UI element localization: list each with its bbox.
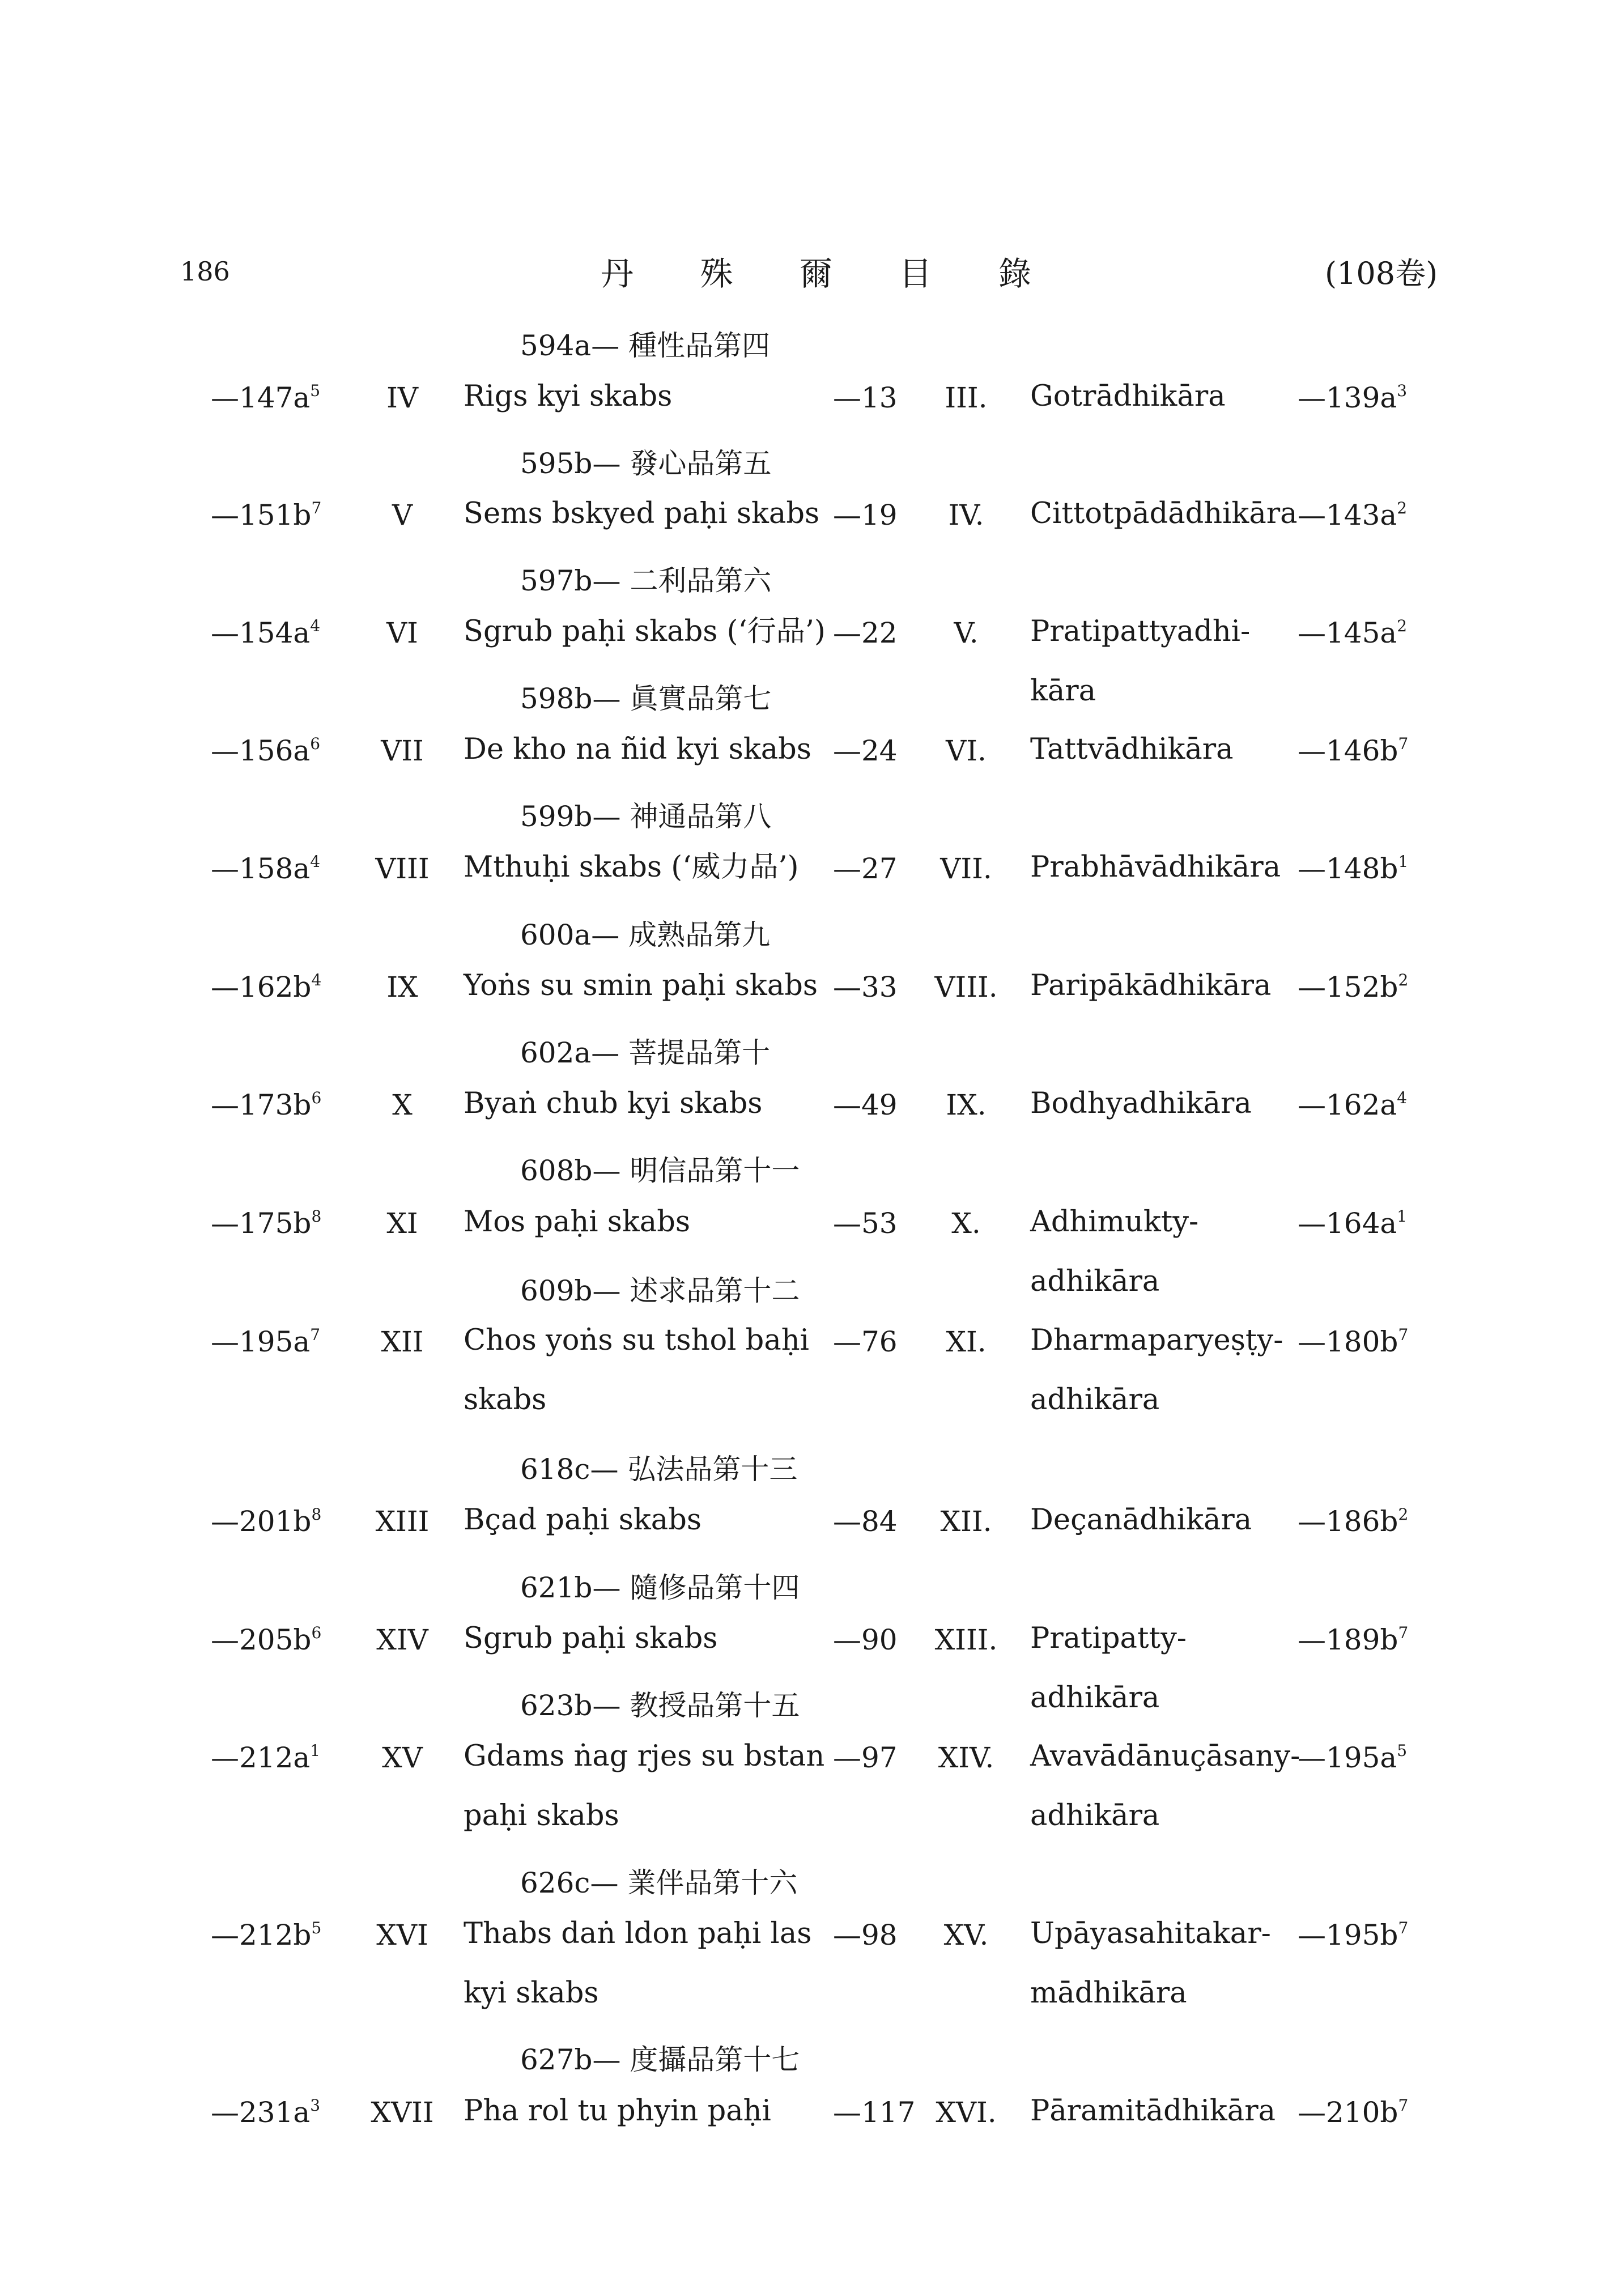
sanskrit-chapter-number: XV. xyxy=(943,1919,989,1951)
sanskrit-folio: $—189b^7$ xyxy=(1298,1623,1409,1656)
edition-page: —117 xyxy=(833,2096,916,2129)
tibetan-folio: $—156a^6$ xyxy=(211,734,321,767)
tibetan-chapter-title: Rigs kyi skabs xyxy=(464,380,673,413)
tibetan-folio-line: 7 xyxy=(310,1325,321,1344)
sanskrit-chapter-title: Bodhyadhikāra xyxy=(1030,1087,1252,1120)
chinese-chapter-ref: 621b— 隨修品第十四 xyxy=(520,1571,800,1604)
tibetan-chapter-number: XVII xyxy=(371,2096,434,2129)
tibetan-chapter-number: XII xyxy=(381,1325,424,1358)
chinese-chapter-ref: 623b— 教授品第十五 xyxy=(520,1689,800,1722)
tibetan-chapter-title: De kho na ñid kyi skabs xyxy=(464,733,811,766)
sanskrit-chapter-title: Prabhāvādhikāra xyxy=(1030,851,1281,884)
tibetan-chapter-title: Bçad paḥi skabs xyxy=(464,1503,702,1537)
page-number: 186 xyxy=(180,256,230,287)
chinese-chapter-ref: 609b— 述求品第十二 xyxy=(520,1274,800,1307)
tibetan-chapter-title: Yoṅs su smin paḥi skabs xyxy=(464,969,818,1002)
sanskrit-folio-line: 7 xyxy=(1398,1325,1409,1344)
tibetan-chapter-number: X xyxy=(392,1089,413,1121)
sanskrit-folio-line: 1 xyxy=(1398,852,1409,871)
chinese-chapter-ref: 626c— 業伴品第十六 xyxy=(520,1866,798,1899)
edition-page: —49 xyxy=(833,1089,898,1121)
tibetan-folio: $—158a^4$ xyxy=(211,852,321,885)
sanskrit-chapter-title: Upāyasahitakar-mādhikāra xyxy=(1030,1917,1271,2010)
tibetan-chapter-title: Mthuḥi skabs (‘威力品’) xyxy=(464,851,799,884)
chinese-chapter-ref: 602a— 菩提品第十 xyxy=(520,1036,771,1069)
sanskrit-chapter-number: XVI. xyxy=(936,2096,997,2129)
edition-page: —84 xyxy=(833,1505,898,1538)
sanskrit-folio: $—210b^7$ xyxy=(1298,2096,1409,2129)
title-char: 錄 xyxy=(998,254,1031,293)
tibetan-folio: $—195a^7$ xyxy=(211,1325,321,1358)
sanskrit-folio: $—186b^2$ xyxy=(1298,1505,1409,1538)
sanskrit-chapter-number: III. xyxy=(945,381,988,414)
edition-page: —98 xyxy=(833,1919,898,1951)
tibetan-folio: $—175b^8$ xyxy=(211,1207,322,1240)
chinese-chapter-ref: 608b— 明信品第十一 xyxy=(520,1154,800,1187)
sanskrit-chapter-title: Dharmaparyeṣṭy-adhikāra xyxy=(1030,1324,1283,1417)
sanskrit-folio: $—180b^7$ xyxy=(1298,1325,1409,1358)
sanskrit-folio-line: 3 xyxy=(1397,381,1408,400)
sanskrit-chapter-title: Paripākādhikāra xyxy=(1030,969,1272,1002)
sanskrit-chapter-title: Pratipattyadhi-kāra xyxy=(1030,615,1251,708)
sanskrit-folio-line: 5 xyxy=(1397,1741,1408,1760)
tibetan-chapter-title: Sgrub paḥi skabs xyxy=(464,1622,718,1655)
sanskrit-chapter-title: Tattvādhikāra xyxy=(1030,733,1234,766)
tibetan-chapter-number: XIII xyxy=(375,1505,430,1538)
sanskrit-chapter-number: VIII. xyxy=(934,971,998,1004)
tibetan-chapter-title: Thabs daṅ ldon paḥi las kyi skabs xyxy=(464,1917,812,2010)
chinese-chapter-ref: 600a— 成熟品第九 xyxy=(520,919,771,951)
tibetan-chapter-number: VII xyxy=(381,734,424,767)
tibetan-folio-line: 4 xyxy=(310,616,321,635)
sanskrit-chapter-title: Gotrādhikāra xyxy=(1030,380,1226,413)
sanskrit-chapter-number: X. xyxy=(951,1207,981,1240)
sanskrit-chapter-title: Avavādānuçāsany-adhikāra xyxy=(1030,1740,1300,1832)
chinese-chapter-ref: 594a— 種性品第四 xyxy=(520,329,771,362)
chinese-chapter-ref: 595b— 發心品第五 xyxy=(520,447,772,480)
sanskrit-folio-line: 2 xyxy=(1397,616,1408,635)
edition-page: —27 xyxy=(833,852,898,885)
tibetan-folio-line: 3 xyxy=(310,2096,321,2115)
tibetan-folio: $—162b^4$ xyxy=(211,971,322,1004)
tibetan-folio: $—231a^3$ xyxy=(211,2096,321,2129)
tibetan-chapter-title: Byaṅ chub kyi skabs xyxy=(464,1087,763,1120)
tibetan-folio: $—201b^8$ xyxy=(211,1505,322,1538)
tibetan-chapter-number: VIII xyxy=(375,852,430,885)
sanskrit-chapter-number: V. xyxy=(954,616,979,649)
tibetan-folio-line: 6 xyxy=(310,734,321,753)
tibetan-chapter-title: Mos paḥi skabs xyxy=(464,1205,691,1239)
tibetan-folio-line: 4 xyxy=(310,852,321,871)
tibetan-folio-line: 8 xyxy=(311,1505,322,1524)
chinese-chapter-ref: 627b— 度攝品第十七 xyxy=(520,2043,800,2076)
tibetan-folio-line: 1 xyxy=(310,1741,321,1760)
sanskrit-folio: $—152b^2$ xyxy=(1298,971,1409,1004)
sanskrit-chapter-title: Pratipatty-adhikāra xyxy=(1030,1622,1187,1715)
edition-page: —22 xyxy=(833,616,898,649)
title-char: 丹 xyxy=(601,254,634,293)
sanskrit-folio: $—143a^2$ xyxy=(1298,499,1408,532)
title-char: 殊 xyxy=(700,254,733,293)
sanskrit-chapter-number: IV. xyxy=(948,499,984,532)
sanskrit-folio: $—145a^2$ xyxy=(1298,616,1408,649)
sanskrit-chapter-title: Deçanādhikāra xyxy=(1030,1503,1252,1537)
sanskrit-folio-line: 2 xyxy=(1398,1505,1409,1524)
sanskrit-folio-line: 7 xyxy=(1398,1623,1409,1642)
tibetan-chapter-title: Gdams ṅag rjes su bstan paḥi skabs xyxy=(464,1740,825,1832)
tibetan-folio: $—151b^7$ xyxy=(211,499,322,532)
sanskrit-chapter-number: VII. xyxy=(940,852,992,885)
sanskrit-chapter-number: XII. xyxy=(940,1505,992,1538)
tibetan-chapter-number: XV xyxy=(382,1741,423,1774)
page-title xyxy=(601,247,1031,295)
sanskrit-folio: $—162a^4$ xyxy=(1298,1089,1408,1121)
sanskrit-folio-line: 7 xyxy=(1398,734,1409,753)
sanskrit-chapter-number: XIII. xyxy=(934,1623,998,1656)
tibetan-chapter-number: XIV xyxy=(376,1623,428,1656)
edition-page: —24 xyxy=(833,734,898,767)
tibetan-chapter-number: IV xyxy=(386,381,418,414)
sanskrit-folio-line: 2 xyxy=(1397,499,1408,517)
sanskrit-chapter-number: IX. xyxy=(946,1089,987,1121)
chinese-chapter-ref: 598b— 眞實品第七 xyxy=(520,682,772,715)
sanskrit-chapter-title: Pāramitādhikāra xyxy=(1030,2094,1276,2128)
sanskrit-chapter-title: Cittotpādādhikāra xyxy=(1030,497,1298,530)
chinese-chapter-ref: 618c— 弘法品第十三 xyxy=(520,1453,798,1486)
sanskrit-chapter-number: XIV. xyxy=(938,1741,994,1774)
tibetan-chapter-title: Sgrub paḥi skabs (‘行品’) xyxy=(464,615,826,648)
sanskrit-folio-line: 1 xyxy=(1397,1207,1408,1226)
tibetan-chapter-title: Pha rol tu phyin paḥi xyxy=(464,2094,771,2128)
edition-page: —90 xyxy=(833,1623,898,1656)
sanskrit-folio: $—139a^3$ xyxy=(1298,381,1408,414)
sanskrit-folio: $—148b^1$ xyxy=(1298,852,1409,885)
title-char: 目 xyxy=(899,254,932,293)
tibetan-folio-line: 5 xyxy=(310,381,321,400)
sanskrit-chapter-number: XI. xyxy=(946,1325,987,1358)
tibetan-chapter-number: V xyxy=(392,499,413,532)
tibetan-folio: $—173b^6$ xyxy=(211,1089,322,1121)
tibetan-folio-line: 8 xyxy=(311,1207,322,1226)
tibetan-folio-line: 6 xyxy=(311,1089,322,1107)
chinese-chapter-ref: 597b— 二利品第六 xyxy=(520,564,772,597)
tibetan-folio: $—154a^4$ xyxy=(211,616,321,649)
tibetan-chapter-number: VI xyxy=(386,616,418,649)
tibetan-folio-line: 4 xyxy=(311,971,322,989)
edition-page: —97 xyxy=(833,1741,898,1774)
tibetan-chapter-number: XI xyxy=(386,1207,418,1240)
volume-label: (108卷) xyxy=(1325,256,1438,291)
title-char: 爾 xyxy=(799,254,832,293)
edition-page: —53 xyxy=(833,1207,898,1240)
sanskrit-folio-line: 4 xyxy=(1397,1089,1408,1107)
edition-page: —13 xyxy=(833,381,898,414)
edition-page: —33 xyxy=(833,971,898,1004)
sanskrit-folio-line: 7 xyxy=(1398,1919,1409,1937)
tibetan-chapter-title: Sems bskyed paḥi skabs xyxy=(464,497,820,530)
sanskrit-folio: $—195b^7$ xyxy=(1298,1919,1409,1951)
sanskrit-chapter-title: Adhimukty-adhikāra xyxy=(1030,1205,1199,1298)
tibetan-folio-line: 5 xyxy=(311,1919,322,1937)
tibetan-chapter-number: IX xyxy=(386,971,418,1004)
sanskrit-folio-line: 7 xyxy=(1398,2096,1409,2115)
tibetan-folio-line: 6 xyxy=(311,1623,322,1642)
edition-page: —19 xyxy=(833,499,898,532)
sanskrit-folio-line: 2 xyxy=(1398,971,1409,989)
tibetan-chapter-number: XVI xyxy=(376,1919,428,1951)
sanskrit-folio: $—146b^7$ xyxy=(1298,734,1409,767)
sanskrit-chapter-number: VI. xyxy=(946,734,987,767)
tibetan-chapter-title: Chos yoṅs su tshol baḥi skabs xyxy=(464,1324,809,1417)
tibetan-folio: $—147a^5$ xyxy=(211,381,321,414)
edition-page: —76 xyxy=(833,1325,898,1358)
tibetan-folio: $—212b^5$ xyxy=(211,1919,322,1951)
tibetan-folio: $—205b^6$ xyxy=(211,1623,322,1656)
tibetan-folio-line: 7 xyxy=(311,499,322,517)
tibetan-folio: $—212a^1$ xyxy=(211,1741,321,1774)
sanskrit-folio: $—164a^1$ xyxy=(1298,1207,1408,1240)
chinese-chapter-ref: 599b— 神通品第八 xyxy=(520,800,772,833)
sanskrit-folio: $—195a^5$ xyxy=(1298,1741,1408,1774)
